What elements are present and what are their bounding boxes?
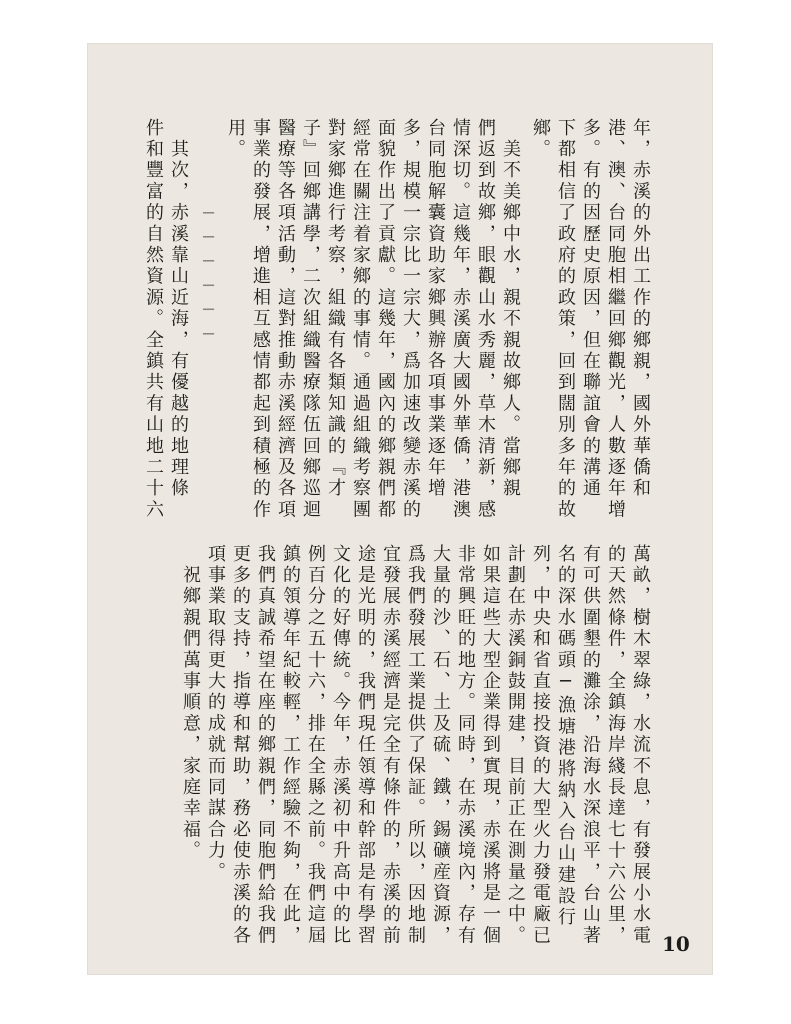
text-column: 有可供圍墾的灘涂，沿海水深浪平，台山著 — [580, 544, 601, 947]
text-column: 宜發展赤溪經濟是完全有條件的，赤溪的前 — [380, 544, 401, 947]
text-column: 事業的發展，增進相互感情都起到積極的作 — [250, 118, 271, 521]
text-column: 台同胞解囊資助家鄉興辦各項事業逐年增 — [425, 118, 446, 500]
text-column: 子』回鄉講學，二次組織醫療隊伍回鄉巡迴 — [300, 118, 321, 521]
text-column: 計劃在赤溪銅鼓開建，目前正在測量之中。 — [505, 544, 526, 947]
text-column: 鄉。 — [530, 118, 551, 161]
text-column: 列，中央和省直接投資的大型火力發電廠已 — [530, 544, 551, 947]
text-column: 我們真誠希望在座的鄉親們，同胞們給我們 — [255, 544, 276, 947]
text-column: 萬畝，樹木翠綠，水流不息，有發展小水電 — [630, 544, 651, 947]
text-column: 名的深水碼頭─漁塘港將納入台山建設行 — [555, 544, 576, 929]
text-column: 非常興旺的地方。同時，在赤溪境內，存有 — [455, 544, 476, 947]
text-column: 如果這些大型企業得到實現，赤溪將是一個 — [480, 544, 501, 947]
text-column: 更多的支持，指導和幫助，務必使赤溪的各 — [230, 544, 251, 947]
page-number: 10 — [662, 932, 690, 956]
text-column: 爲我們發展工業提供了保証。所以，因地制 — [405, 544, 426, 947]
text-column: 鎮的領導年紀較輕，工作經驗不夠，在此， — [280, 544, 301, 947]
text-column: 項事業取得更大的成就而同謀合力。 — [205, 544, 226, 884]
text-column: 用。 — [225, 118, 246, 161]
text-column: 下都相信了政府的政策，回到闊別多年的故 — [555, 118, 576, 521]
book-page — [88, 44, 712, 974]
text-column: 大量的沙、石、土及硫、鐵，錫礦産資源， — [430, 544, 451, 947]
text-column: 文化的好傳統。今年，赤溪初中升高中的比 — [330, 544, 351, 947]
text-column: 們返到故鄉，眼觀山水秀麗，草木清新，感 — [475, 118, 496, 521]
text-column: 多。有的因歷史原因，但在聯誼會的溝通 — [580, 118, 601, 500]
text-column: 其次，赤溪靠山近海，有優越的地理條 — [168, 118, 189, 500]
text-column: 途是光明的，我們現任領導和幹部是有學習 — [355, 544, 376, 947]
text-column: 祝鄉親們萬事順意，家庭幸福。 — [180, 544, 201, 862]
text-column: 美不美鄉中水，親不親故鄉人。當鄉親 — [500, 118, 521, 500]
text-column: 例百分之五十六，排在全縣之前。我們這屆 — [305, 544, 326, 947]
text-column: 港、澳、台同胞相繼回鄉觀光，人數逐年增 — [605, 118, 626, 521]
text-column: 情深切。這幾年，赤溪廣大國外華僑，港澳 — [450, 118, 471, 521]
text-column: 的天然條件，全鎮海岸綫長達七十六公里， — [605, 544, 626, 947]
faint-divider: ────── — [198, 118, 219, 348]
text-column: 年，赤溪的外出工作的鄉親，國外華僑和 — [630, 118, 651, 500]
text-column: 面貌作出了貢獻。這幾年，國內的鄉親們都 — [375, 118, 396, 521]
text-column: 醫療等各項活動，這對推動赤溪經濟及各項 — [275, 118, 296, 521]
text-column: 多，規模一宗比一宗大，爲加速改變赤溪的 — [400, 118, 421, 521]
text-column: 對家鄉進行考察，組織有各類知識的『才 — [325, 118, 346, 500]
text-column: 件和豐富的自然資源。全鎮共有山地二十六 — [143, 118, 164, 521]
text-column: 經常在關注着家鄉的事情。通過組織考察團 — [350, 118, 371, 521]
